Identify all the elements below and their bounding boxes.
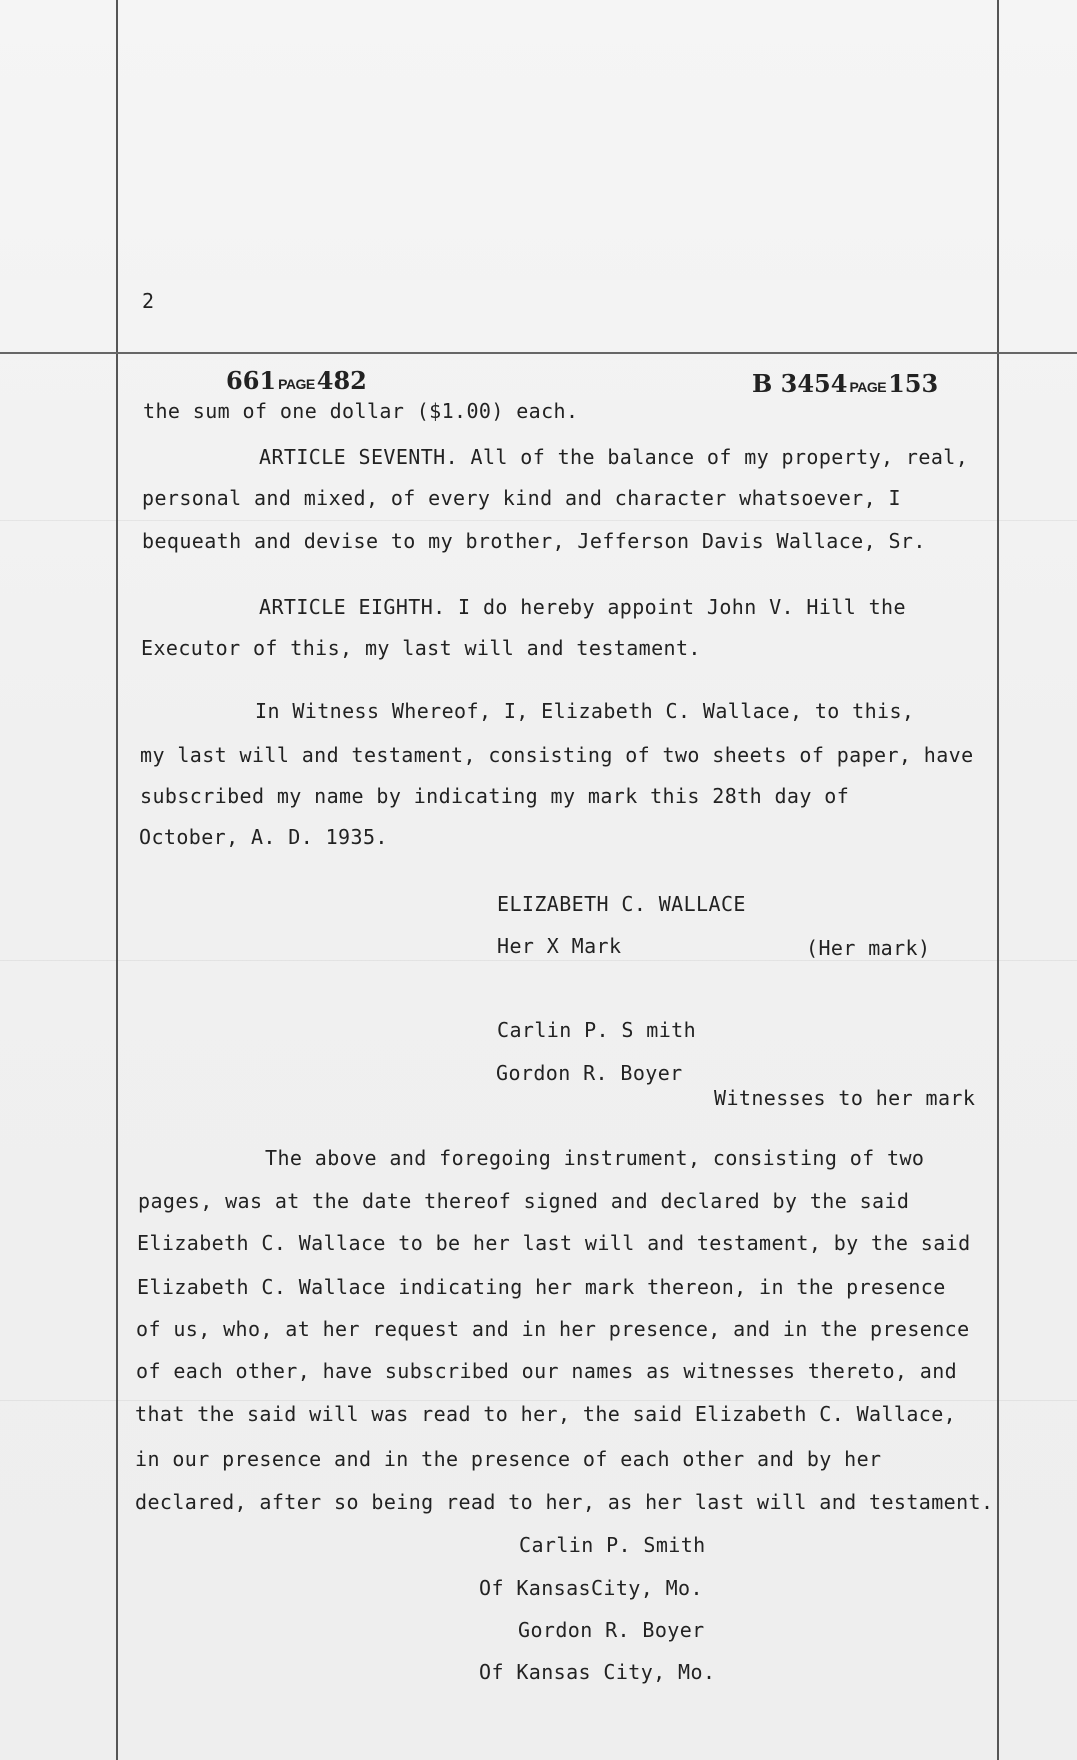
recording-stamp-right [752, 369, 938, 398]
stamp-page-label: PAGE [849, 379, 887, 395]
text-line: subscribed my name by indicating my mark this 28th day of [140, 784, 850, 808]
page-number: 2 [142, 289, 155, 313]
paper-fold [0, 520, 1077, 521]
text-line: personal and mixed, of every kind and character whatsoever, I [142, 486, 901, 510]
text-line: declared, after so being read to her, as her last will and testament. [135, 1490, 994, 1514]
attesting-witness-residence: Of KansasCity, Mo. [479, 1576, 703, 1600]
witness-name: Gordon R. Boyer [496, 1061, 683, 1085]
left-margin-rule [116, 0, 118, 1760]
right-margin-rule [997, 0, 999, 1760]
testator-mark: Her X Mark [497, 934, 622, 958]
text-line: ARTICLE EIGHTH. I do hereby appoint John V. Hill the [259, 595, 906, 619]
text-line: Executor of this, my last will and testament. [141, 636, 701, 660]
witness-caption: Witnesses to her mark [714, 1086, 976, 1110]
text-line: my last will and testament, consisting of two sheets of paper, have [140, 743, 974, 767]
recording-stamp-left [226, 366, 367, 395]
text-line: In Witness Whereof, I, Elizabeth C. Wallace, to this, [255, 699, 915, 723]
text-line: that the said will was read to her, the said Elizabeth C. Wallace, [135, 1402, 957, 1426]
text-line: in our presence and in the presence of each other and by her [135, 1447, 882, 1471]
text-line: of each other, have subscribed our names as witnesses thereto, and [136, 1359, 958, 1383]
text-line: ARTICLE SEVENTH. All of the balance of my property, real, [259, 445, 969, 469]
attesting-witness-name: Gordon R. Boyer [518, 1618, 705, 1642]
paper-fold [0, 960, 1077, 961]
text-line: the sum of one dollar ($1.00) each. [143, 399, 579, 423]
text-line: of us, who, at her request and in her presence, and in the presence [136, 1317, 970, 1341]
stamp-page-number: 153 [888, 369, 939, 398]
paper-fold [0, 1400, 1077, 1401]
stamp-book-number: B 3454 [752, 369, 848, 398]
top-rule [0, 352, 1077, 354]
mark-note: (Her mark) [806, 936, 931, 960]
attesting-witness-name: Carlin P. Smith [519, 1533, 706, 1557]
text-line: Elizabeth C. Wallace indicating her mark thereon, in the presence [137, 1275, 946, 1299]
text-line: bequeath and devise to my brother, Jefferson Davis Wallace, Sr. [142, 529, 926, 553]
witness-name: Carlin P. S mith [497, 1018, 697, 1042]
text-line: The above and foregoing instrument, consisting of two [265, 1146, 925, 1170]
text-line: pages, was at the date thereof signed and declared by the said [138, 1189, 910, 1213]
testator-name: ELIZABETH C. WALLACE [497, 892, 746, 916]
text-line: Elizabeth C. Wallace to be her last will and testament, by the said [137, 1231, 971, 1255]
stamp-book-number: 661 [226, 366, 277, 395]
stamp-page-number: 482 [316, 366, 367, 395]
attesting-witness-residence: Of Kansas City, Mo. [479, 1660, 716, 1684]
text-line: October, A. D. 1935. [139, 825, 388, 849]
stamp-page-label: PAGE [278, 376, 315, 392]
